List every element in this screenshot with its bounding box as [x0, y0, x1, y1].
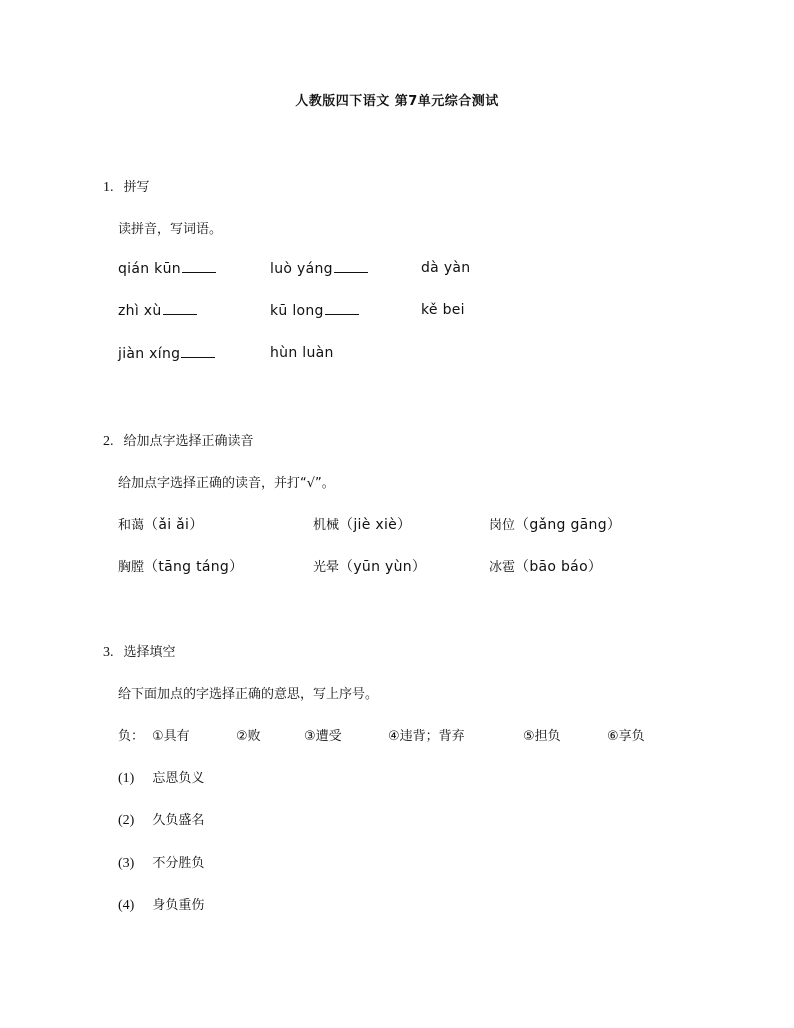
meaning-option: ⑤担负: [523, 729, 561, 744]
section-3-heading: [103, 641, 176, 661]
section-2-title: 给加点字选择正确读音: [123, 434, 254, 449]
answer-blank[interactable]: [334, 260, 368, 273]
reading-choice-item: 胸膛（tāng táng）: [118, 559, 244, 575]
pinyin-item: hùn luàn: [270, 345, 334, 361]
reading-choice-item: 和蔼（ǎi ǎi）: [118, 517, 204, 533]
pinyin-item: luò yáng: [270, 260, 368, 277]
section-2-number: 2.: [103, 434, 114, 449]
meaning-option: ④违背；背弃: [388, 729, 465, 744]
meaning-option: ③遭受: [304, 729, 342, 744]
reading-choice-item: 机械（jiè xiè）: [313, 517, 412, 533]
question-item: (4) 身负重伤: [118, 898, 205, 913]
pinyin-item: qián kūn: [118, 260, 216, 277]
answer-blank[interactable]: [163, 302, 197, 315]
question-item: (3) 不分胜负: [118, 856, 205, 871]
reading-choice-item: 光晕（yūn yùn）: [313, 559, 427, 575]
meaning-option: ①具有: [152, 729, 190, 744]
reading-choice-item: 冰雹（bāo báo）: [489, 559, 603, 575]
question-item: (1) 忘恩负义: [118, 771, 205, 786]
meaning-option: ②败: [236, 729, 261, 744]
answer-blank[interactable]: [182, 260, 216, 273]
section-1-heading: [103, 176, 150, 196]
meaning-option: ⑥享负: [607, 729, 645, 744]
page-title: 人教版四下语文 第7单元综合测试: [295, 94, 499, 109]
section-2-heading: [103, 430, 254, 450]
reading-choice-item: 岗位（gǎng gāng）: [489, 517, 622, 533]
pinyin-item: jiàn xíng: [118, 345, 215, 362]
section-1-number: 1.: [103, 180, 114, 195]
section-1-title: 拼写: [123, 180, 150, 195]
pinyin-item: zhì xù: [118, 302, 197, 319]
section-2-instruction: 给加点字选择正确的读音，并打“√”。: [118, 476, 335, 491]
section-3-instruction: 给下面加点的字选择正确的意思，写上序号。: [118, 687, 379, 702]
section-3-number: 3.: [103, 645, 114, 660]
pinyin-item: dà yàn: [421, 260, 471, 276]
question-item: (2) 久负盛名: [118, 813, 205, 828]
section-3-title: 选择填空: [123, 645, 176, 660]
section-1-instruction: 读拼音，写词语。: [118, 222, 223, 237]
pinyin-item: kū long: [270, 302, 359, 319]
answer-blank[interactable]: [325, 302, 359, 315]
meaning-prefix: 负：: [118, 729, 145, 744]
pinyin-item: kě bei: [421, 302, 465, 318]
answer-blank[interactable]: [181, 345, 215, 358]
